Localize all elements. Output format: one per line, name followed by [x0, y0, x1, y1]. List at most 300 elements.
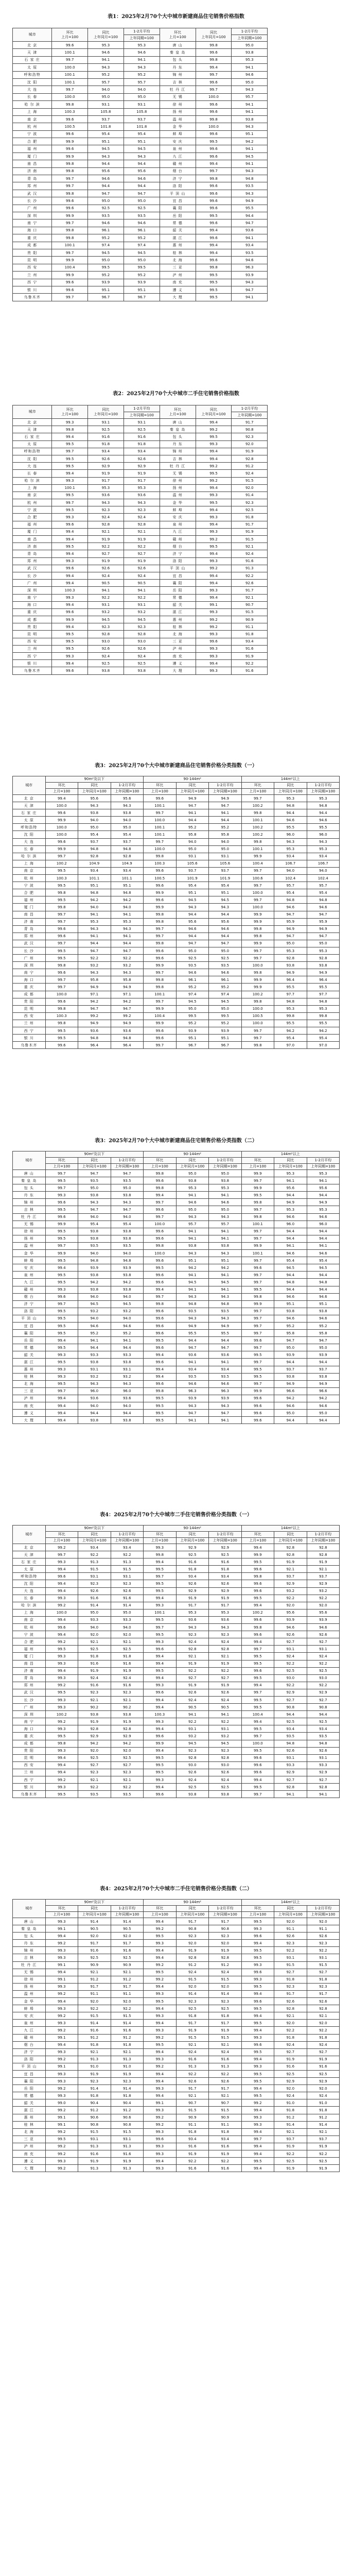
city-name: 深 圳 — [13, 587, 52, 594]
area-group-header: 90m²及以下 — [45, 776, 144, 783]
index-value: 95.4 — [307, 1257, 340, 1264]
index-value: 99.6 — [52, 197, 88, 205]
index-value: 95.0 — [88, 93, 124, 100]
index-value: 91.7 — [176, 1918, 209, 1925]
sub-header-base: 上年同月=100 — [274, 1912, 307, 1918]
city-name: 兰 州 — [13, 1769, 46, 1776]
index-value: 99.6 — [241, 1395, 274, 1402]
index-value: 94.4 — [209, 1337, 242, 1344]
index-value: 94.4 — [274, 809, 307, 817]
index-value: 92.2 — [274, 1660, 307, 1667]
city-name: 石 家 庄 — [13, 1558, 46, 1566]
index-value: 99.4 — [144, 2005, 177, 2012]
city-name: 三 亚 — [160, 264, 196, 271]
index-value: 94.1 — [124, 56, 160, 63]
index-value: 99.5 — [144, 1395, 177, 1402]
index-value: 99.9 — [241, 976, 274, 984]
table-row — [13, 2085, 340, 2092]
index-value: 91.3 — [78, 2143, 111, 2150]
table-row — [13, 197, 340, 205]
index-value: 99.9 — [241, 1170, 274, 1177]
index-value: 99.9 — [52, 616, 88, 623]
index-value: 91.7 — [209, 1918, 242, 1925]
index-value: 99.5 — [45, 1359, 78, 1366]
index-value: 100.3 — [52, 108, 88, 115]
index-value: 94.4 — [274, 1235, 307, 1242]
index-value: 92.0 — [274, 1918, 307, 1925]
index-value: 94.8 — [111, 1257, 144, 1264]
index-value: 92.2 — [78, 955, 111, 962]
index-value: 94.3 — [176, 1402, 209, 1410]
index-value: 93.9 — [307, 1616, 340, 1623]
index-value: 94.3 — [209, 1624, 242, 1631]
index-value: 92.6 — [209, 1580, 242, 1587]
index-value: 93.8 — [274, 1373, 307, 1380]
index-value: 95.3 — [124, 484, 160, 492]
city-name: 金 华 — [160, 499, 196, 506]
index-value: 95.0 — [176, 1005, 209, 1012]
city-name: 济 宁 — [13, 2048, 46, 2056]
index-value: 99.5 — [144, 1631, 177, 1638]
index-value: 91.6 — [176, 2143, 209, 2150]
index-value: 99.4 — [241, 1990, 274, 1997]
index-value: 99.6 — [196, 638, 232, 645]
index-value: 94.0 — [78, 1293, 111, 1300]
index-value: 95.3 — [274, 1206, 307, 1213]
table-row — [13, 2150, 340, 2158]
index-value: 94.3 — [232, 86, 268, 93]
index-value: 91.1 — [232, 623, 268, 631]
index-value: 99.4 — [196, 521, 232, 528]
table-row — [13, 440, 340, 448]
city-name: 厦 门 — [13, 904, 46, 911]
index-value: 99.2 — [45, 2027, 78, 2034]
index-value: 99.8 — [45, 1740, 78, 1747]
city-name: 烟 台 — [160, 167, 196, 175]
table-row — [13, 1213, 340, 1221]
index-value: 94.7 — [78, 947, 111, 954]
index-value: 99.7 — [52, 86, 88, 93]
index-value: 99.2 — [144, 1961, 177, 1969]
table-row — [13, 882, 340, 889]
index-value: 91.8 — [111, 2092, 144, 2099]
index-value: 94.5 — [124, 249, 160, 256]
city-name: 洛 阳 — [13, 2056, 46, 2063]
index-value: 92.8 — [111, 853, 144, 860]
index-value: 99.6 — [144, 1791, 177, 1798]
city-name: 遵 义 — [160, 286, 196, 293]
header-base: 上年同月=100 — [201, 35, 226, 39]
index-value: 93.5 — [274, 1733, 307, 1740]
city-name: 福 州 — [13, 145, 52, 152]
table-row — [13, 601, 340, 608]
table-row — [13, 1616, 340, 1623]
city-header: 城市 — [13, 28, 52, 42]
index-value: 91.6 — [111, 1947, 144, 1954]
index-value: 94.7 — [209, 802, 242, 809]
index-value: 97.4 — [124, 242, 160, 249]
index-value: 99.3 — [45, 1192, 78, 1199]
index-value: 99.3 — [45, 1704, 78, 1711]
table-row — [13, 1402, 340, 1410]
index-value: 99.6 — [45, 809, 78, 817]
area-group-header: 144m²以上 — [241, 1526, 340, 1532]
table-row — [13, 623, 340, 631]
index-value: 90.4 — [78, 2099, 111, 2107]
index-value: 92.7 — [124, 550, 160, 557]
header-label: 环比 — [66, 407, 74, 412]
table-row — [13, 645, 340, 652]
index-value: 95.1 — [78, 882, 111, 889]
index-value: 94.6 — [274, 1250, 307, 1257]
city-name: 徐 州 — [13, 1976, 46, 1983]
sub-header-base: 上月=100 — [241, 1538, 274, 1544]
index-value: 99.8 — [45, 1005, 78, 1012]
index-value: 95.4 — [274, 1035, 307, 1042]
table-row — [13, 925, 340, 933]
index-value: 94.0 — [78, 1402, 111, 1410]
table-row — [13, 1609, 340, 1616]
index-value: 92.5 — [176, 1551, 209, 1558]
table-row — [13, 587, 340, 594]
index-value: 92.4 — [232, 470, 268, 477]
index-value: 95.7 — [88, 78, 124, 86]
city-name: 大 理 — [13, 1417, 46, 1424]
index-value: 93.7 — [111, 838, 144, 845]
city-name: 成 都 — [13, 1740, 46, 1747]
index-value: 91.9 — [232, 528, 268, 535]
index-value: 99.6 — [144, 1177, 177, 1184]
index-value: 99.7 — [241, 896, 274, 904]
index-value: 99.2 — [196, 477, 232, 484]
index-value: 99.5 — [45, 1228, 78, 1235]
sub-header-base: 上年同月=100 — [176, 1912, 209, 1918]
index-value: 94.3 — [209, 1213, 242, 1221]
index-value: 99.5 — [241, 1558, 274, 1566]
index-value: 92.0 — [78, 1933, 111, 1940]
index-value: 94.5 — [209, 1279, 242, 1286]
index-value: 99.5 — [209, 1012, 242, 1020]
index-value: 92.1 — [111, 1969, 144, 1976]
table-row — [13, 448, 340, 455]
index-value: 91.9 — [274, 2056, 307, 2063]
index-value: 99.4 — [144, 2158, 177, 2165]
index-value: 90.5 — [111, 1925, 144, 1933]
index-value: 94.8 — [111, 889, 144, 896]
index-value: 92.6 — [274, 1998, 307, 2005]
table-row — [13, 1005, 340, 1012]
index-value: 94.0 — [124, 86, 160, 93]
index-value: 94.8 — [307, 1740, 340, 1747]
index-value: 94.0 — [111, 1213, 144, 1221]
index-value: 99.4 — [196, 660, 232, 667]
sub-header-label: 同比 — [274, 783, 307, 789]
index-value: 94.4 — [307, 1235, 340, 1242]
index-value: 92.5 — [307, 2070, 340, 2077]
index-value: 94.2 — [111, 896, 144, 904]
index-value: 99.7 — [241, 1279, 274, 1286]
index-value: 94.6 — [78, 1322, 111, 1329]
index-value: 94.3 — [78, 969, 111, 976]
city-name: 岳 阳 — [13, 2085, 46, 2092]
index-value: 99.5 — [241, 1286, 274, 1293]
table-row — [13, 543, 340, 550]
index-value: 97.0 — [274, 1042, 307, 1049]
index-value: 92.8 — [176, 1646, 209, 1653]
sub-header-base: 上年同月=100 — [176, 789, 209, 795]
index-value: 99.7 — [144, 933, 177, 940]
city-name: 秦 皇 岛 — [13, 1177, 46, 1184]
index-value: 99.9 — [241, 1184, 274, 1192]
index-value: 94.1 — [176, 1192, 209, 1199]
index-value: 99.5 — [45, 1322, 78, 1329]
index-value: 99.9 — [52, 257, 88, 264]
index-value: 91.6 — [209, 2165, 242, 2172]
city-name: 郑 州 — [13, 933, 46, 940]
index-value: 92.8 — [307, 1544, 340, 1551]
table-row — [13, 93, 340, 100]
table-row — [13, 234, 340, 242]
index-value: 99.5 — [144, 1587, 177, 1595]
index-value: 99.3 — [45, 1954, 78, 1961]
index-value: 94.5 — [88, 249, 124, 256]
header-base: 上年同月=100 — [201, 412, 226, 416]
index-value: 94.6 — [274, 904, 307, 911]
index-value: 94.3 — [88, 499, 124, 506]
index-value: 99.6 — [241, 1631, 274, 1638]
index-value: 99.4 — [45, 1580, 78, 1587]
index-value: 95.3 — [274, 795, 307, 802]
index-value: 99.9 — [52, 272, 88, 279]
index-value: 94.8 — [274, 998, 307, 1005]
index-value: 99.6 — [144, 867, 177, 874]
sub-header-base: 上年同期=100 — [209, 1164, 242, 1170]
index-value: 99.4 — [241, 1776, 274, 1784]
index-value: 99.3 — [45, 1653, 78, 1660]
index-value: 94.4 — [232, 212, 268, 219]
index-value: 95.3 — [307, 947, 340, 954]
index-value: 99.1 — [196, 601, 232, 608]
index-value: 93.5 — [209, 1308, 242, 1315]
index-value: 94.9 — [111, 1020, 144, 1027]
index-value: 91.9 — [124, 536, 160, 543]
index-value: 99.5 — [45, 1206, 78, 1213]
index-value: 99.9 — [241, 1387, 274, 1395]
sub-header-label: 环比 — [241, 1158, 274, 1164]
index-value: 99.6 — [144, 795, 177, 802]
index-value: 99.4 — [241, 2143, 274, 2150]
city-name: 哈 尔 滨 — [13, 477, 52, 484]
index-value: 93.1 — [209, 1725, 242, 1733]
index-value: 91.6 — [232, 645, 268, 652]
index-value: 99.6 — [144, 955, 177, 962]
city-name: 郑 州 — [13, 1682, 46, 1689]
index-value: 94.3 — [78, 1199, 111, 1206]
index-value: 93.9 — [209, 1027, 242, 1035]
index-value: 91.9 — [111, 2158, 144, 2165]
index-value: 91.9 — [176, 2027, 209, 2034]
index-value: 91.2 — [232, 463, 268, 470]
index-value: 99.5 — [176, 1012, 209, 1020]
city-name: 南 京 — [13, 492, 52, 499]
index-value: 99.5 — [45, 1308, 78, 1315]
index-value: 92.5 — [307, 2158, 340, 2165]
index-value: 93.8 — [111, 1286, 144, 1293]
city-name: 西 宁 — [13, 653, 52, 660]
mom-header — [52, 28, 88, 42]
index-value: 99.6 — [196, 219, 232, 227]
index-value: 99.6 — [144, 1272, 177, 1279]
city-name: 乌鲁木齐 — [13, 294, 52, 301]
index-value: 99.3 — [144, 2128, 177, 2136]
index-value: 91.2 — [78, 2034, 111, 2041]
index-value: 99.7 — [241, 1272, 274, 1279]
city-header: 城市 — [13, 776, 46, 795]
index-value: 94.4 — [176, 911, 209, 918]
index-value: 99.3 — [144, 2150, 177, 2158]
index-value: 94.5 — [78, 1300, 111, 1308]
index-value: 94.8 — [307, 998, 340, 1005]
index-value: 99.3 — [144, 1776, 177, 1784]
index-value: 91.7 — [176, 1602, 209, 1609]
index-value: 92.5 — [209, 1784, 242, 1791]
index-value: 93.4 — [124, 448, 160, 455]
index-value: 93.1 — [274, 1954, 307, 1961]
index-value: 99.5 — [144, 1969, 177, 1976]
area-group-header: 144m²以上 — [241, 1151, 340, 1158]
city-name: 重 庆 — [13, 608, 52, 616]
index-value: 95.3 — [88, 42, 124, 49]
index-value: 92.1 — [176, 2041, 209, 2048]
index-value: 97.4 — [176, 991, 209, 998]
city-name: 吉 林 — [160, 78, 196, 86]
index-value: 91.8 — [274, 2034, 307, 2041]
index-value: 92.3 — [78, 1580, 111, 1587]
city-name: 南 充 — [13, 1402, 46, 1410]
index-value: 92.0 — [111, 1998, 144, 2005]
index-value: 91.9 — [124, 470, 160, 477]
table-row — [13, 1653, 340, 1660]
index-value: 95.2 — [209, 824, 242, 831]
sub-header-base: 上年同月=100 — [274, 789, 307, 795]
city-name: 昆 明 — [13, 631, 52, 638]
index-value: 93.5 — [209, 962, 242, 969]
index-value: 94.6 — [88, 175, 124, 182]
city-name: 温 州 — [13, 1242, 46, 1249]
index-value: 94.9 — [209, 1322, 242, 1329]
table-row — [13, 433, 340, 440]
index-value: 99.6 — [241, 1402, 274, 1410]
index-value: 94.3 — [307, 838, 340, 845]
city-name: 海 口 — [13, 227, 52, 234]
index-value: 93.4 — [176, 1573, 209, 1580]
index-value: 91.4 — [111, 2020, 144, 2027]
city-name: 赣 州 — [13, 2034, 46, 2041]
index-value: 99.3 — [241, 2034, 274, 2041]
index-value: 92.0 — [78, 1998, 111, 2005]
index-value: 99.4 — [196, 160, 232, 167]
index-value: 94.6 — [176, 969, 209, 976]
city-name: 哈 尔 滨 — [13, 1602, 46, 1609]
index-value: 91.9 — [176, 1947, 209, 1954]
index-value: 99.9 — [144, 889, 177, 896]
index-value: 100.2 — [45, 860, 78, 867]
index-value: 91.7 — [232, 521, 268, 528]
city-name: 广 州 — [13, 580, 52, 587]
index-value: 99.4 — [196, 227, 232, 234]
index-value: 99.5 — [241, 1192, 274, 1199]
city-name: 温 州 — [160, 115, 196, 123]
index-value: 92.8 — [307, 1784, 340, 1791]
index-value: 93.8 — [176, 1177, 209, 1184]
index-value: 91.5 — [209, 2107, 242, 2114]
index-value: 99.8 — [45, 1020, 78, 1027]
index-value: 95.0 — [124, 93, 160, 100]
index-value: 99.5 — [241, 1351, 274, 1359]
index-value: 95.2 — [307, 1322, 340, 1329]
index-value: 99.3 — [45, 1696, 78, 1703]
index-value: 93.4 — [88, 448, 124, 455]
index-value: 92.2 — [232, 572, 268, 579]
index-value: 95.5 — [232, 205, 268, 212]
city-name: 济 宁 — [160, 550, 196, 557]
city-name: 石 家 庄 — [13, 433, 52, 440]
index-value: 99.6 — [52, 42, 88, 49]
index-value: 92.4 — [88, 653, 124, 660]
city-name: 天 津 — [13, 802, 46, 809]
index-value: 95.0 — [78, 824, 111, 831]
index-value: 91.5 — [78, 2012, 111, 2020]
city-name: 厦 门 — [13, 1653, 46, 1660]
table-row — [13, 653, 340, 660]
index-value: 94.1 — [274, 1791, 307, 1798]
table-row — [13, 2121, 340, 2128]
index-value: 99.7 — [144, 1293, 177, 1300]
index-value: 99.2 — [45, 2128, 78, 2136]
index-value: 100.3 — [144, 1711, 177, 1718]
table-row — [13, 123, 340, 130]
index-value: 92.4 — [111, 1674, 144, 1682]
city-name: 平 顶 山 — [160, 190, 196, 197]
index-value: 91.6 — [307, 2063, 340, 2070]
city-name: 哈 尔 滨 — [13, 101, 52, 108]
index-value: 99.6 — [241, 1566, 274, 1573]
index-value: 99.4 — [241, 2150, 274, 2158]
table-row — [13, 56, 340, 63]
index-value: 99.3 — [196, 492, 232, 499]
table-row — [13, 853, 340, 860]
index-value: 95.3 — [274, 1005, 307, 1012]
city-name: 济 南 — [13, 918, 46, 925]
index-value: 99.2 — [144, 2114, 177, 2121]
index-value: 92.4 — [124, 572, 160, 579]
index-value: 92.2 — [307, 2027, 340, 2034]
index-value: 92.1 — [307, 2128, 340, 2136]
index-value: 93.3 — [274, 1761, 307, 1769]
index-value: 92.7 — [274, 1638, 307, 1646]
index-value: 91.1 — [176, 2121, 209, 2128]
city-name: 宜 昌 — [160, 572, 196, 579]
index-value: 99.4 — [45, 1631, 78, 1638]
index-value: 92.8 — [274, 1784, 307, 1791]
table-row — [13, 2158, 340, 2165]
sub-header-base: 上月=100 — [144, 1912, 177, 1918]
table-row — [13, 1725, 340, 1733]
table-row — [13, 2005, 340, 2012]
table-row — [13, 1776, 340, 1784]
index-value: 94.5 — [124, 616, 160, 623]
table-row — [13, 660, 340, 667]
